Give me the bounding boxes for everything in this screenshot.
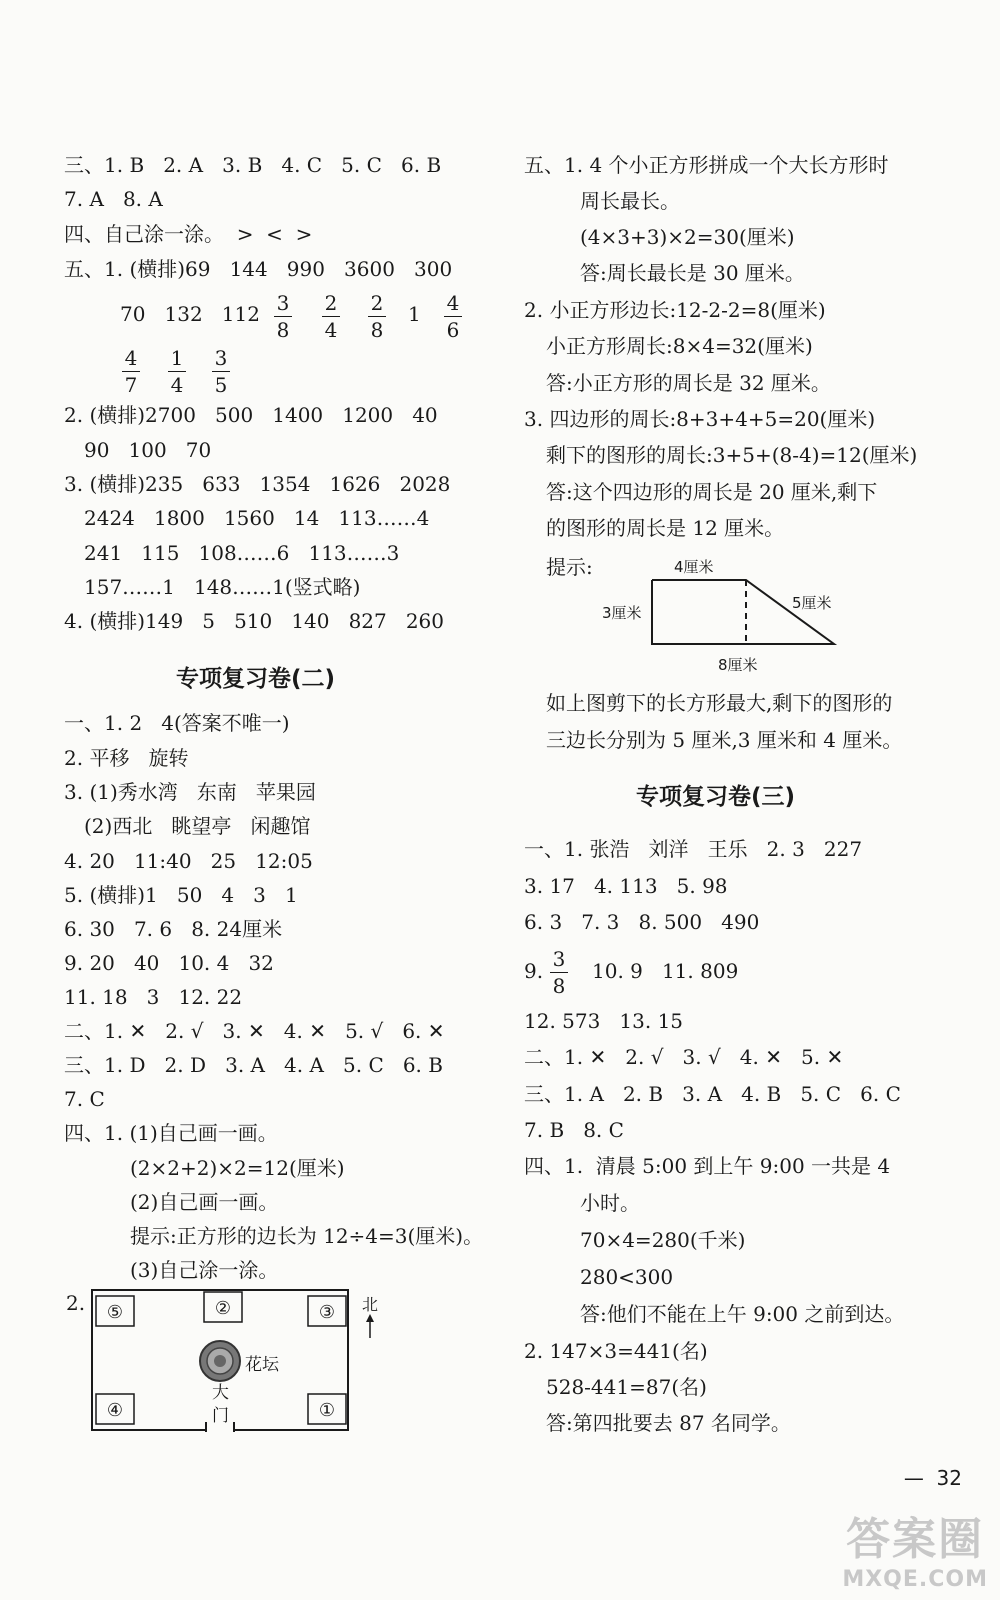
answer-line: 的图形的周长是 12 厘米。 [546, 516, 785, 540]
map-label-5: ⑤ [106, 1302, 124, 1323]
answer-line: 3. (横排)235 633 1354 1626 2028 [64, 472, 451, 496]
answer-line: 答:小正方形的周长是 32 厘米。 [546, 371, 831, 395]
section-title: 专项复习卷(二) [176, 666, 336, 692]
answer-line: 四、1. 清晨 5:00 到上午 9:00 一共是 4 [524, 1154, 891, 1178]
answer-line: 四、1. (1)自己画一画。 [64, 1121, 278, 1145]
answer-value: 1 [408, 302, 421, 326]
answer-line: 3. 四边形的周长:8+3+4+5=20(厘米) [524, 407, 876, 431]
answer-line: 70×4=280(千米) [580, 1228, 746, 1252]
answer-line: (2)自己画一画。 [130, 1190, 279, 1214]
answer-line: 五、1. 4 个小正方形拼成一个大长方形时 [524, 153, 889, 177]
answer-line: 528-441=87(名) [546, 1375, 707, 1399]
answer-line: 答:周长最长是 30 厘米。 [580, 261, 805, 285]
answer-line: (3)自己涂一涂。 [130, 1258, 279, 1282]
fraction: 2 8 [366, 290, 388, 343]
answer-line: 一、1. 张浩 刘洋 王乐 2. 3 227 [524, 837, 863, 861]
answer-line: 90 100 70 [84, 438, 212, 462]
map-label-1: ① [318, 1400, 336, 1421]
answer-line: 答:这个四边形的周长是 20 厘米,剩下 [546, 480, 878, 504]
answer-line: (2)西北 眺望亭 闲趣馆 [84, 814, 311, 838]
answer-line: 241 115 108……6 113……3 [84, 541, 400, 565]
fraction: 4 6 [442, 290, 464, 343]
answer-line: 周长最长。 [580, 189, 680, 213]
answer-line: 3. 17 4. 113 5. 98 [524, 874, 728, 898]
answer-line: 280<300 [580, 1265, 674, 1289]
answer-line: 7. A 8. A [64, 187, 163, 211]
fraction: 1 4 [166, 345, 188, 398]
map-label-2: ② [214, 1298, 232, 1319]
park-map-diagram [90, 1288, 390, 1448]
answer-line: 157……1 148……1(竖式略) [84, 575, 361, 599]
answer-line: 12. 573 13. 15 [524, 1009, 684, 1033]
figure-label-bottom: 8厘米 [718, 656, 758, 674]
figure-label-slant: 5厘米 [792, 594, 832, 612]
map-label-gate: 门 [212, 1406, 229, 1426]
answer-line: 四、自己涂一涂。 > < > [64, 222, 313, 246]
answer-line: 二、1. ✕ 2. √ 3. √ 4. ✕ 5. ✕ [524, 1045, 844, 1069]
watermark-logo: 答案圈 MXQE.COM [842, 1514, 988, 1592]
answer-line: 4. (横排)149 5 510 140 827 260 [64, 609, 444, 633]
answer-line: 2424 1800 1560 14 113……4 [84, 506, 430, 530]
answer-line: 三、1. B 2. A 3. B 4. C 5. C 6. B [64, 153, 442, 177]
fraction: 3 8 [548, 946, 570, 999]
answer-line: 二、1. ✕ 2. √ 3. ✕ 4. ✕ 5. √ 6. ✕ [64, 1019, 445, 1043]
answer-line: 五、1. (横排)69 144 990 3600 300 [64, 257, 453, 281]
answer-line: 6. 3 7. 3 8. 500 490 [524, 910, 760, 934]
answer-line: 三、1. A 2. B 3. A 4. B 5. C 6. C [524, 1082, 901, 1106]
fraction: 3 8 [272, 290, 294, 343]
answer-line: (2×2+2)×2=12(厘米) [130, 1156, 345, 1180]
answer-line: (4×3+3)×2=30(厘米) [580, 225, 795, 249]
answer-line: 9. 20 40 10. 4 32 [64, 951, 274, 975]
figure-label-top: 4厘米 [674, 558, 714, 576]
answer-line: 10. 9 11. 809 [592, 959, 739, 983]
answer-line: 7. B 8. C [524, 1118, 624, 1142]
answer-line: 11. 18 3 12. 22 [64, 985, 243, 1009]
map-label-gate: 大 [212, 1383, 229, 1403]
figure-label-left: 3厘米 [602, 604, 642, 622]
answer-line: 4. 20 11:40 25 12:05 [64, 849, 313, 873]
map-north-label: 北 [362, 1295, 379, 1314]
answer-line: 剩下的图形的周长:3+5+(8-4)=12(厘米) [546, 443, 918, 467]
map-label-garden: 花坛 [245, 1355, 279, 1375]
answer-line: 一、1. 2 4(答案不唯一) [64, 711, 290, 735]
answer-line: 小正方形周长:8×4=32(厘米) [546, 334, 813, 358]
answer-line: 提示: [546, 555, 593, 579]
answer-line: 9. [524, 959, 544, 983]
answer-line: 答:第四批要去 87 名同学。 [546, 1411, 791, 1435]
page-number: — 32 [903, 1466, 962, 1490]
answer-line: 70 132 112 [120, 302, 260, 326]
section-title: 专项复习卷(三) [636, 784, 796, 810]
answer-line: 2. 147×3=441(名) [524, 1339, 708, 1363]
answer-line: 小时。 [580, 1191, 640, 1215]
answer-line: 2. [66, 1291, 86, 1315]
fraction: 2 4 [320, 290, 342, 343]
answer-line: 如上图剪下的长方形最大,剩下的图形的 [546, 691, 893, 715]
fraction: 4 7 [120, 345, 142, 398]
answer-line: 7. C [64, 1087, 105, 1111]
map-label-3: ③ [318, 1302, 336, 1323]
map-label-4: ④ [106, 1400, 124, 1421]
answer-line: 2. 小正方形边长:12-2-2=8(厘米) [524, 298, 826, 322]
answer-line: 2. 平移 旋转 [64, 746, 189, 770]
answer-line: 三边长分别为 5 厘米,3 厘米和 4 厘米。 [546, 728, 903, 752]
answer-line: 三、1. D 2. D 3. A 4. A 5. C 6. B [64, 1053, 443, 1077]
answer-line: 5. (横排)1 50 4 3 1 [64, 883, 298, 907]
answer-line: 2. (横排)2700 500 1400 1200 40 [64, 403, 438, 427]
fraction: 3 5 [210, 345, 232, 398]
quadrilateral-figure [592, 550, 852, 680]
answer-line: 提示:正方形的边长为 12÷4=3(厘米)。 [130, 1224, 484, 1248]
answer-line: 3. (1)秀水湾 东南 苹果园 [64, 780, 316, 804]
answer-line: 答:他们不能在上午 9:00 之前到达。 [580, 1302, 905, 1326]
answer-line: 6. 30 7. 6 8. 24厘米 [64, 917, 283, 941]
